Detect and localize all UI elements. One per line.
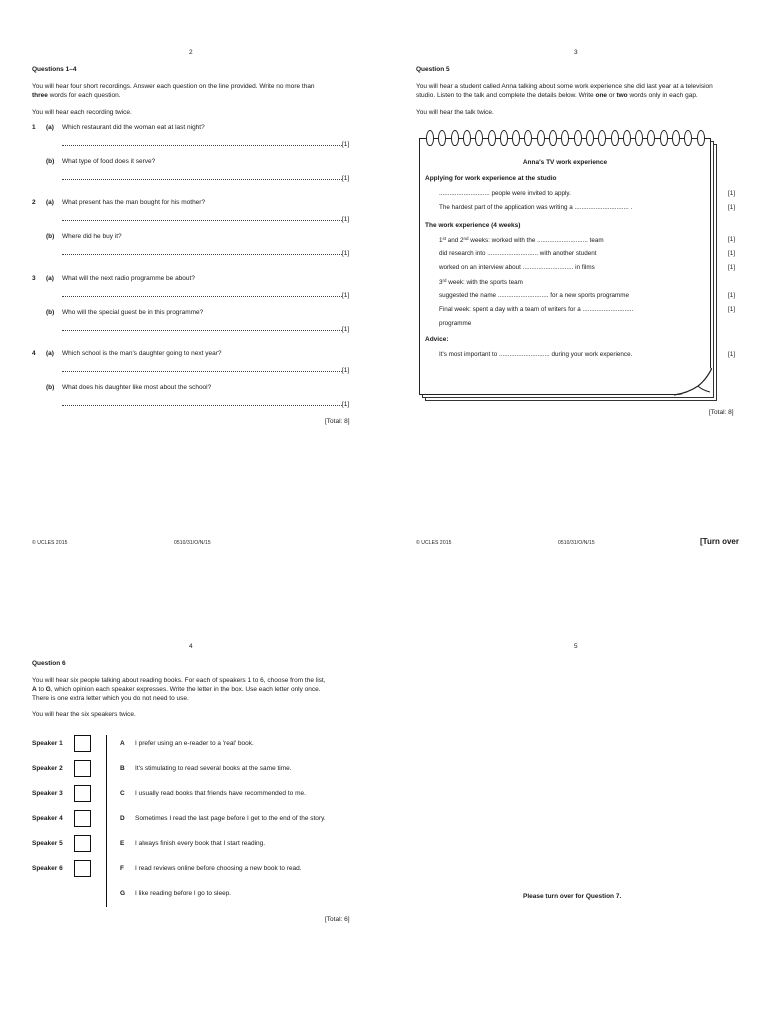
spiral-ring-icon <box>598 130 606 146</box>
mark-value: [1] <box>342 292 350 299</box>
part-label: (a) <box>46 275 54 282</box>
section-work-experience: The work experience (4 weeks) <box>425 222 521 229</box>
gap-line-application: The hardest part of the application was writing a ............................... . <box>439 204 633 211</box>
question-heading: Question 6 <box>32 660 66 667</box>
spiral-ring-icon <box>561 130 569 146</box>
mark-value: [1] <box>342 250 350 257</box>
answer-line[interactable] <box>62 249 342 255</box>
turn-over-label: [Turn over <box>700 537 739 546</box>
question-text: What will the next radio programme be about? <box>62 275 195 282</box>
spiral-ring-icon <box>438 130 446 146</box>
speaker-label: Speaker 5 <box>32 840 63 847</box>
instructions-bold-two: two <box>616 91 628 99</box>
copyright-footer: © UCLES 2015 <box>32 540 68 546</box>
hear-twice-note: You will hear the talk twice. <box>416 109 494 116</box>
part-label: (b) <box>46 384 55 391</box>
gap-line-research: did research into ............................. with another student <box>439 250 597 257</box>
paper-code: 0510/31/O/N/15 <box>558 540 595 546</box>
section-applying: Applying for work experience at the studio <box>425 175 557 182</box>
spiral-ring-icon <box>660 130 668 146</box>
instructions-line-1: You will hear four short recordings. Answer each question on the line provided. Write no more than <box>32 83 315 90</box>
instructions-bold-a: A <box>32 685 37 693</box>
question-number: 1 <box>32 124 36 131</box>
spiral-ring-icon <box>672 130 680 146</box>
page-number: 3 <box>574 49 578 56</box>
option-letter: B <box>120 765 125 772</box>
instructions <box>32 83 357 101</box>
total-marks: [Total: 8] <box>325 418 350 425</box>
option-letter: C <box>120 790 125 797</box>
spiral-ring-icon <box>426 130 434 146</box>
spiral-ring-icon <box>647 130 655 146</box>
spiral-ring-icon <box>488 130 496 146</box>
option-text: Sometimes I read the last page before I get to the end of the story. <box>135 815 326 822</box>
mark-3: [1] <box>728 236 736 243</box>
speaker-label: Speaker 6 <box>32 865 63 872</box>
gap-line-people: ............................. people were invited to apply. <box>439 190 571 197</box>
option-text: I prefer using an e-reader to a 'real' book. <box>135 740 254 747</box>
gap-line-name: suggested the name ............................. for a new sports programme <box>439 292 630 299</box>
mark-value: [1] <box>342 141 350 148</box>
speaker-label: Speaker 1 <box>32 740 63 747</box>
notebook-title: Anna's TV work experience <box>522 159 608 166</box>
spiral-ring-icon <box>500 130 508 146</box>
spiral-ring-icon <box>537 130 545 146</box>
option-letter: D <box>120 815 125 822</box>
instructions-line-2: , which opinion each speaker expresses. Write the letter in the box. Use each letter only once. <box>50 685 321 693</box>
mark-value: [1] <box>342 216 350 223</box>
option-letter: F <box>120 865 124 872</box>
instructions <box>416 83 746 101</box>
part-label: (a) <box>46 124 54 131</box>
answer-line[interactable] <box>62 366 342 372</box>
speaker-label: Speaker 3 <box>32 790 63 797</box>
part-label: (a) <box>46 350 54 357</box>
answer-box[interactable] <box>74 735 91 752</box>
spiral-ring-icon <box>475 130 483 146</box>
paper-code: 0510/31/O/N/15 <box>174 540 211 546</box>
option-letter: A <box>120 740 125 747</box>
mark-value: [1] <box>342 401 350 408</box>
instructions-line-2a: studio. Listen to the talk and complete the details below. Write <box>416 91 596 99</box>
instructions-bold-g: G <box>45 685 51 693</box>
mark-value: [1] <box>342 326 350 333</box>
page-curl-icon <box>672 366 712 396</box>
mark-6: [1] <box>728 292 736 299</box>
answer-line[interactable] <box>62 140 342 146</box>
instructions-or: or <box>607 91 617 99</box>
turn-over-note: Please turn over for Question 7. <box>523 893 622 900</box>
option-text: It's stimulating to read several books at the same time. <box>135 765 292 772</box>
option-letter: G <box>120 890 126 897</box>
page-number: 4 <box>189 643 193 650</box>
spiral-ring-icon <box>524 130 532 146</box>
mark-2: [1] <box>728 204 736 211</box>
instructions-line-1: You will hear a student called Anna talking about some work experience she did last year at a television <box>416 83 713 90</box>
line-sports-team: 3rd week: with the sports team <box>439 278 523 286</box>
question-text: Who will the special guest be in this programme? <box>62 309 204 316</box>
gap-line-advice: It's most important to ............................. during your work experience. <box>439 351 633 358</box>
page-number: 5 <box>574 643 578 650</box>
question-text: What does his daughter like most about the school? <box>62 384 212 391</box>
gap-line-interview: worked on an interview about ............................. in films <box>439 264 595 271</box>
mark-value: [1] <box>342 367 350 374</box>
gap-line-writers: Final week: spent a day with a team of writers for a ............................. <box>439 306 634 313</box>
mark-4: [1] <box>728 250 736 257</box>
question-text: What type of food does it serve? <box>62 158 156 165</box>
instructions-bold-word: three <box>32 91 48 99</box>
instructions <box>32 677 362 703</box>
gap-line-team: 1st and 2nd weeks: worked with the ............................. team <box>439 236 604 244</box>
total-marks: [Total: 8] <box>709 409 734 416</box>
notebook <box>419 138 736 395</box>
mark-value: [1] <box>342 175 350 182</box>
divider-line <box>106 735 107 907</box>
mark-1: [1] <box>728 190 736 197</box>
spiral-ring-icon <box>684 130 692 146</box>
copyright-footer: © UCLES 2015 <box>416 540 452 546</box>
option-text: I always finish every book that I start reading. <box>135 840 266 847</box>
answer-line[interactable] <box>62 291 342 297</box>
spiral-ring-icon <box>512 130 520 146</box>
mark-7: [1] <box>728 306 736 313</box>
question-text: Which restaurant did the woman eat at last night? <box>62 124 205 131</box>
spiral-ring-icon <box>611 130 619 146</box>
part-label: (b) <box>46 233 55 240</box>
instructions-line-2b: words only in each gap. <box>627 91 698 99</box>
answer-box[interactable] <box>74 785 91 802</box>
answer-line[interactable] <box>62 215 342 221</box>
instructions-line-1: You will hear six people talking about reading books. For each of speakers 1 to 6, choose from the list, <box>32 677 326 684</box>
question-text: What present has the man bought for his mother? <box>62 199 206 206</box>
spiral-ring-icon <box>463 130 471 146</box>
question-number: 2 <box>32 199 36 206</box>
mark-8: [1] <box>728 351 736 358</box>
answer-line[interactable] <box>62 325 342 331</box>
part-label: (a) <box>46 199 54 206</box>
spiral-ring-icon <box>623 130 631 146</box>
answer-box[interactable] <box>74 835 91 852</box>
question-text: Where did he buy it? <box>62 233 122 240</box>
instructions-line-2: words for each question. <box>47 91 121 99</box>
questions-heading: Questions 1–4 <box>32 66 77 73</box>
question-number: 4 <box>32 350 36 357</box>
option-text: I read reviews online before choosing a new book to read. <box>135 865 302 872</box>
speaker-label: Speaker 4 <box>32 815 63 822</box>
hear-twice-note: You will hear the six speakers twice. <box>32 711 136 718</box>
spiral-ring-icon <box>697 130 705 146</box>
spiral-ring-icon <box>635 130 643 146</box>
answer-line[interactable] <box>62 400 342 406</box>
speaker-label: Speaker 2 <box>32 765 63 772</box>
answer-box[interactable] <box>74 860 91 877</box>
spiral-ring-icon <box>586 130 594 146</box>
question-number: 3 <box>32 275 36 282</box>
spiral-ring-icon <box>574 130 582 146</box>
page-number: 2 <box>189 49 193 56</box>
instructions-bold-one: one <box>595 91 608 99</box>
line-programme: programme <box>439 320 472 327</box>
instructions-line-3: There is one extra letter which you do not need to use. <box>32 694 189 702</box>
option-letter: E <box>120 840 125 847</box>
option-text: I usually read books that friends have recommended to me. <box>135 790 306 797</box>
spiral-ring-icon <box>451 130 459 146</box>
instructions-to: to <box>36 685 46 693</box>
answer-box[interactable] <box>74 760 91 777</box>
answer-box[interactable] <box>74 810 91 827</box>
question-text: Which school is the man's daughter going to next year? <box>62 350 222 357</box>
part-label: (b) <box>46 309 55 316</box>
spiral-ring-icon <box>549 130 557 146</box>
section-advice: Advice: <box>425 336 449 343</box>
hear-twice-note: You will hear each recording twice. <box>32 109 132 116</box>
question-heading: Question 5 <box>416 66 450 73</box>
total-marks: [Total: 6] <box>325 916 350 923</box>
part-label: (b) <box>46 158 55 165</box>
answer-line[interactable] <box>62 174 342 180</box>
mark-5: [1] <box>728 264 736 271</box>
option-text: I like reading before I go to sleep. <box>135 890 232 897</box>
